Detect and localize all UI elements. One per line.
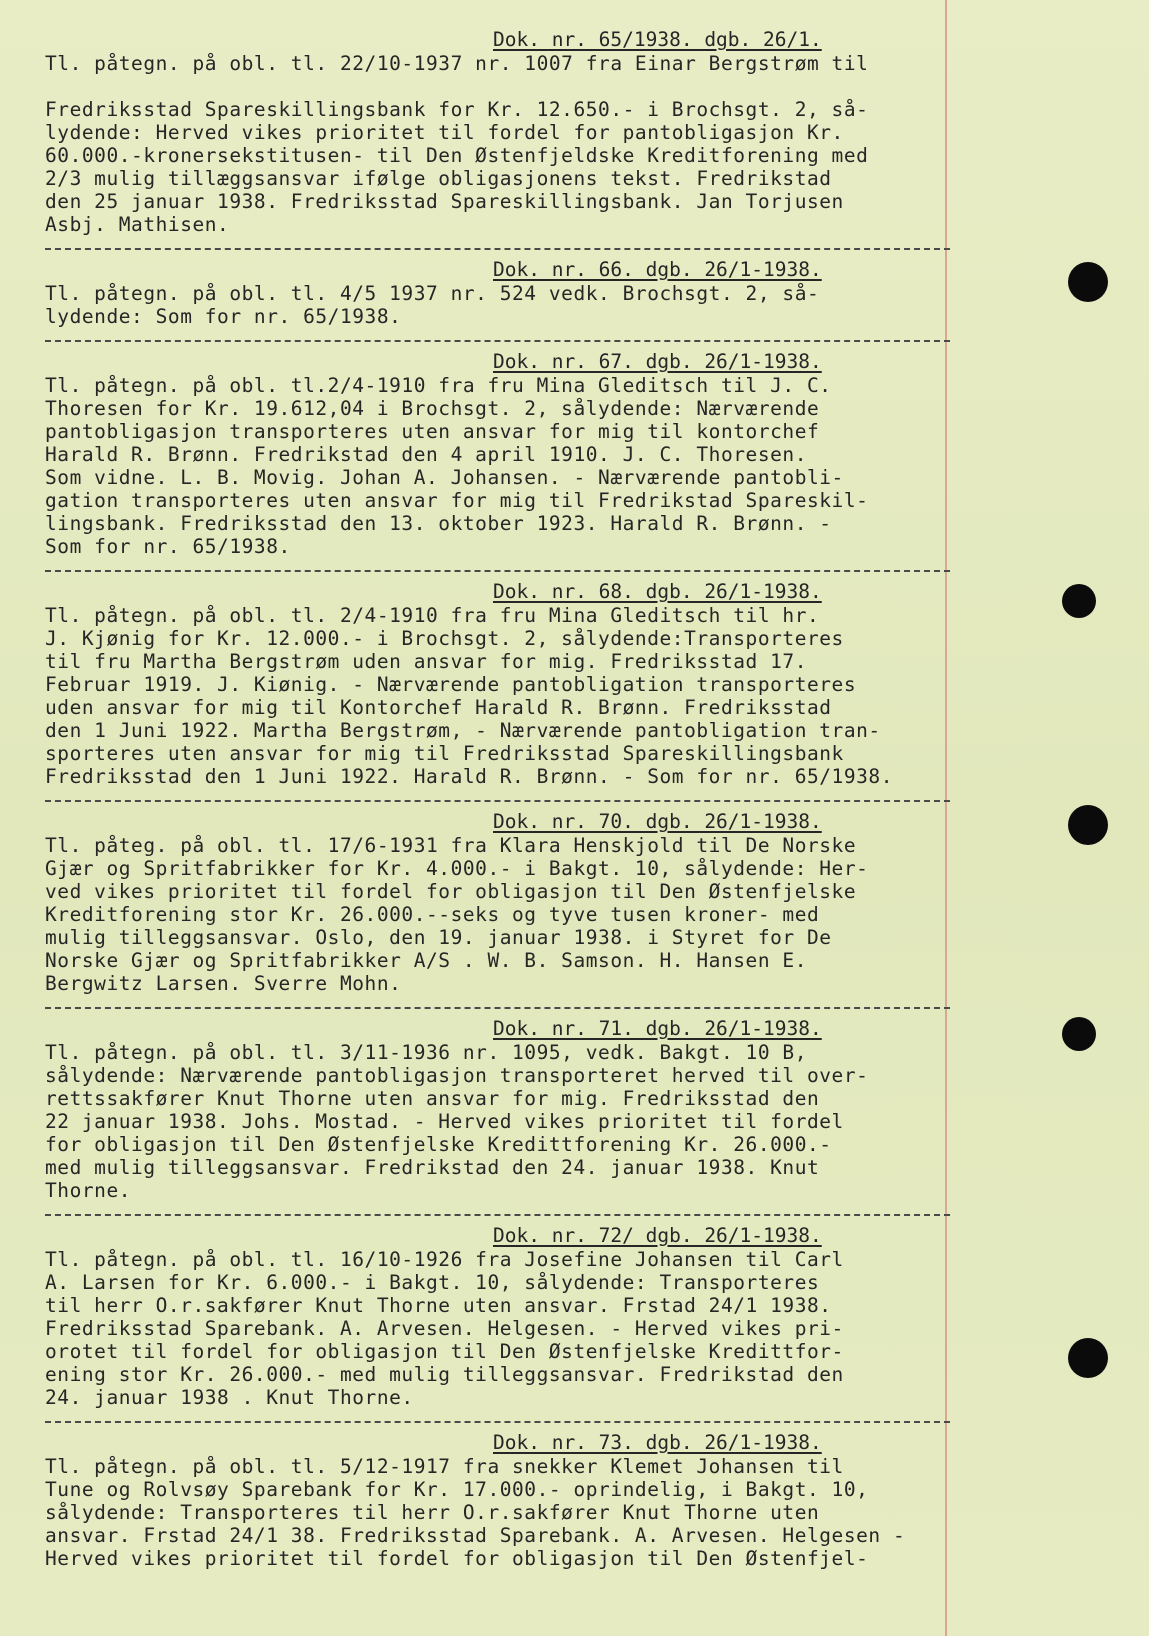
entry-text-line [45, 75, 965, 98]
entry-text-line: Harald R. Brønn. Fredrikstad den 4 april 1910. J. C. Thoresen. [45, 443, 807, 466]
entry-separator [45, 328, 950, 342]
entry-heading [493, 258, 965, 282]
punch-hole [1062, 584, 1096, 618]
punch-hole [1062, 1017, 1096, 1051]
entry-text-line: til herr O.r.sakfører Knut Thorne uten ansvar. Frstad 24/1 1938. [45, 1294, 832, 1317]
document-entry [45, 580, 965, 802]
entry-heading-text: Dok. nr. 72/ dgb. 26/1-1938. [493, 1224, 822, 1247]
entry-text-line: lydende: Som for nr. 65/1938. [45, 305, 402, 328]
document-entry [45, 810, 965, 1009]
entry-heading-text: Dok. nr. 65/1938. dgb. 26/1. [493, 28, 822, 51]
entry-text-line: Fredriksstad Sparebank. A. Arvesen. Helgesen. - Herved vikes pri- [45, 1317, 844, 1340]
entry-text-line: Tl. påtegn. på obl. tl. 5/12-1917 fra snekker Klemet Johansen til [45, 1455, 844, 1478]
entry-text-line: lingsbank. Fredriksstad den 13. oktober 1923. Harald R. Brønn. - [45, 512, 832, 535]
entry-text-line: Thoresen for Kr. 19.612,04 i Brochsgt. 2, sålydende: Nærværende [45, 397, 820, 420]
entry-text-line: gation transporteres uten ansvar for mig til Fredrikstad Spareskil- [45, 489, 869, 512]
document-entry [45, 1224, 965, 1423]
entry-text-line: med mulig tilleggsansvar. Fredrikstad den 24. januar 1938. Knut [45, 1156, 820, 1179]
entry-separator [45, 1409, 950, 1423]
entry-text-line: Februar 1919. J. Kiønig. - Nærværende pantobligation transporteres [45, 673, 857, 696]
punch-hole [1068, 805, 1108, 845]
entry-text-line: lydende: Herved vikes prioritet til fordel for pantobligasjon Kr. [45, 121, 844, 144]
entry-text-line: A. Larsen for Kr. 6.000.- i Bakgt. 10, sålydende: Transporteres [45, 1271, 820, 1294]
entry-heading [493, 28, 965, 52]
document-entry [45, 1431, 965, 1570]
entry-text-line: Asbj. Mathisen. [45, 213, 230, 236]
entry-text-line: 24. januar 1938 . Knut Thorne. [45, 1386, 414, 1409]
entry-text-line: ening stor Kr. 26.000.- med mulig tilleggsansvar. Fredrikstad den [45, 1363, 844, 1386]
entry-heading-text: Dok. nr. 68. dgb. 26/1-1938. [493, 580, 822, 603]
entry-text-line: Norske Gjær og Spritfabrikker A/S . W. B. Samson. H. Hansen E. [45, 949, 807, 972]
entry-text-line: Tune og Rolvsøy Sparebank for Kr. 17.000.- oprindelig, i Bakgt. 10, [45, 1478, 869, 1501]
entry-heading [493, 1224, 965, 1248]
entry-heading-text: Dok. nr. 71. dgb. 26/1-1938. [493, 1017, 822, 1040]
document-entry [45, 28, 965, 250]
entry-heading-text: Dok. nr. 73. dgb. 26/1-1938. [493, 1431, 822, 1454]
entry-text-line: orotet til fordel for obligasjon til Den Østenfjelske Kredittfor- [45, 1340, 844, 1363]
entry-text-line: mulig tilleggsansvar. Oslo, den 19. januar 1938. i Styret for De [45, 926, 832, 949]
entry-list [45, 28, 965, 1570]
entry-text-line: rettssakfører Knut Thorne uten ansvar for mig. Fredriksstad den [45, 1087, 820, 1110]
entry-text-line: Som vidne. L. B. Movig. Johan A. Johansen. - Nærværende pantobli- [45, 466, 844, 489]
entry-heading [493, 810, 965, 834]
entry-separator [45, 236, 950, 250]
document-entry [45, 1017, 965, 1216]
entry-text-line: Fredriksstad Spareskillingsbank for Kr. 12.650.- i Brochsgt. 2, så- [45, 98, 869, 121]
entry-text-line: den 25 januar 1938. Fredriksstad Spareskillingsbank. Jan Torjusen [45, 190, 844, 213]
entry-text-line: sålydende: Transporteres til herr O.r.sakfører Knut Thorne uten [45, 1501, 820, 1524]
entry-text-line: Tl. påtegn. på obl. tl. 2/4-1910 fra fru Mina Gleditsch til hr. [45, 604, 820, 627]
entry-separator [45, 1202, 950, 1216]
entry-text-line: for obligasjon til Den Østenfjelske Kredittforening Kr. 26.000.- [45, 1133, 832, 1156]
entry-text-line: til fru Martha Bergstrøm uden ansvar for mig. Fredriksstad 17. [45, 650, 807, 673]
document-entry [45, 350, 965, 572]
entry-heading [493, 1017, 965, 1041]
document-entry [45, 258, 965, 342]
entry-text-line: Bergwitz Larsen. Sverre Mohn. [45, 972, 402, 995]
punch-hole [1068, 262, 1108, 302]
entry-text-line: den 1 Juni 1922. Martha Bergstrøm, - Nærværende pantobligation tran- [45, 719, 881, 742]
entry-separator [45, 558, 950, 572]
entry-text-line: Herved vikes prioritet til fordel for obligasjon til Den Østenfjel- [45, 1547, 869, 1570]
entry-text-line: J. Kjønig for Kr. 12.000.- i Brochsgt. 2, sålydende:Transporteres [45, 627, 844, 650]
entry-text-line: Fredriksstad den 1 Juni 1922. Harald R. Brønn. - Som for nr. 65/1938. [45, 765, 894, 788]
entry-heading-text: Dok. nr. 70. dgb. 26/1-1938. [493, 810, 822, 833]
entry-text-line: ved vikes prioritet til fordel for obligasjon til Den Østenfjelske [45, 880, 857, 903]
entry-text-line: Tl. påtegn. på obl. tl. 4/5 1937 nr. 524 vedk. Brochsgt. 2, så- [45, 282, 820, 305]
entry-text-line: Tl. påtegn. på obl. tl. 3/11-1936 nr. 1095, vedk. Bakgt. 10 B, [45, 1041, 807, 1064]
entry-text-line: Tl. påteg. på obl. tl. 17/6-1931 fra Klara Henskjold til De Norske [45, 834, 857, 857]
punch-hole [1068, 1338, 1108, 1378]
entry-text-line: Kreditforening stor Kr. 26.000.--seks og tyve tusen kroner- med [45, 903, 820, 926]
entry-text-line: sporteres uten ansvar for mig til Fredriksstad Spareskillingsbank [45, 742, 844, 765]
entry-text-line: Tl. påtegn. på obl. tl. 16/10-1926 fra Josefine Johansen til Carl [45, 1248, 844, 1271]
entry-text-line: 22 januar 1938. Johs. Mostad. - Herved vikes prioritet til fordel [45, 1110, 844, 1133]
entry-text-line: Tl. påtegn. på obl. tl.2/4-1910 fra fru Mina Gleditsch til J. C. [45, 374, 832, 397]
entry-heading-text: Dok. nr. 66. dgb. 26/1-1938. [493, 258, 822, 281]
entry-heading-text: Dok. nr. 67. dgb. 26/1-1938. [493, 350, 822, 373]
entry-separator [45, 788, 950, 802]
entry-text-line: pantobligasjon transporteres uten ansvar for mig til kontorchef [45, 420, 820, 443]
entry-text-line: sålydende: Nærværende pantobligasjon transporteret herved til over- [45, 1064, 869, 1087]
entry-text-line: 60.000.-kronersekstitusen- til Den Østenfjeldske Kreditforening med [45, 144, 869, 167]
entry-text-line: Som for nr. 65/1938. [45, 535, 291, 558]
entry-text-line: uden ansvar for mig til Kontorchef Harald R. Brønn. Fredriksstad [45, 696, 832, 719]
entry-text-line: Thorne. [45, 1179, 132, 1202]
entry-heading [493, 350, 965, 374]
entry-text-line: Gjær og Spritfabrikker for Kr. 4.000.- i Bakgt. 10, sålydende: Her- [45, 857, 869, 880]
entry-text-line: ansvar. Frstad 24/1 38. Fredriksstad Sparebank. A. Arvesen. Helgesen - [45, 1524, 906, 1547]
entry-heading [493, 580, 965, 604]
entry-text-line: Tl. påtegn. på obl. tl. 22/10-1937 nr. 1007 fra Einar Bergstrøm til [45, 52, 869, 75]
entry-heading [493, 1431, 965, 1455]
entry-text-line: 2/3 mulig tillæggsansvar ifølge obligasjonens tekst. Fredrikstad [45, 167, 832, 190]
entry-separator [45, 995, 950, 1009]
